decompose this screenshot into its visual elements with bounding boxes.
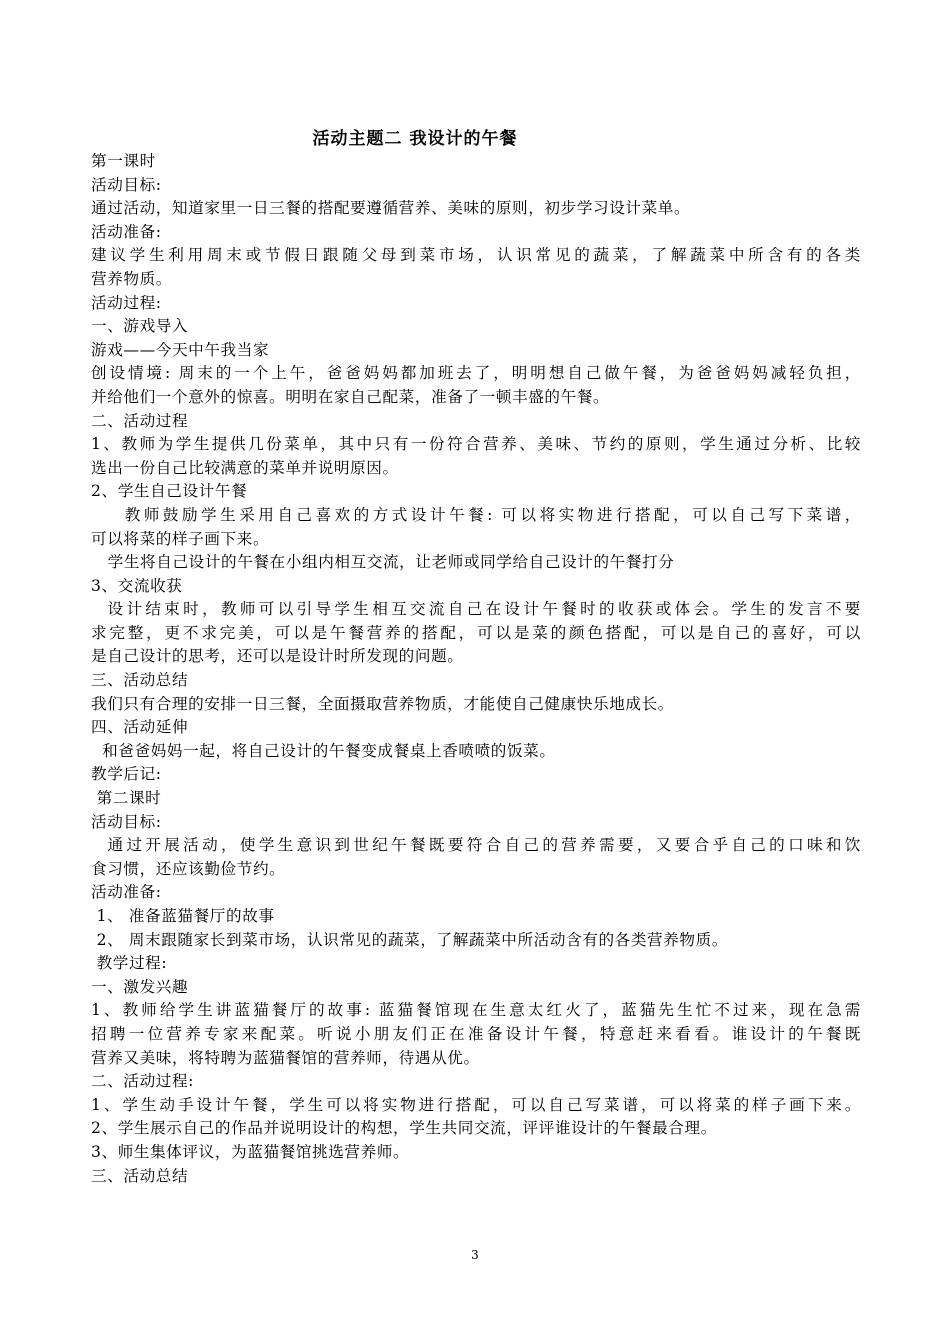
body-line: 建议学生利用周末或节假日跟随父母到菜市场，认识常见的蔬菜，了解蔬菜中所含有的各类 <box>91 246 861 265</box>
body-line: 可以将菜的样子画下来。 <box>91 529 270 548</box>
body-line: 四、活动延伸 <box>91 718 189 737</box>
body-line: 选出一份自己比较满意的菜单并说明原因。 <box>91 458 399 477</box>
body-line: 一、游戏导入 <box>91 317 189 336</box>
body-line: 3、交流收获 <box>91 576 183 595</box>
body-line: 三、活动总结 <box>91 1166 189 1185</box>
body-line: 1、教师给学生讲蓝猫餐厅的故事: 蓝猫餐馆现在生意太红火了，蓝猫先生忙不过来，现在急需 <box>91 1001 861 1020</box>
body-line: 1、 准备蓝猫餐厅的故事 <box>91 907 275 925</box>
body-line: 教学后记: <box>91 765 162 784</box>
body-line: 第二课时 <box>91 789 162 808</box>
body-line: 营养又美味，将特聘为蓝猫餐馆的营养师，待遇从优。 <box>91 1048 480 1067</box>
body-line: 设计结束时，教师可以引导学生相互交流自己在设计午餐时的收获或体会。学生的发言不要 <box>91 600 861 619</box>
body-line: 创设情境: 周末的一个上午，爸爸妈妈都加班去了，明明想自己做午餐，为爸爸妈妈减轻负担， <box>91 364 861 383</box>
body-line: 活动目标: <box>91 812 162 831</box>
body-line: 二、活动过程: <box>91 1072 195 1091</box>
body-line: 食习惯，还应该勤俭节约。 <box>91 859 286 878</box>
body-line: 教学过程: <box>91 954 168 973</box>
body-line: 1、教师为学生提供几份菜单，其中只有一份符合营养、美味、节约的原则，学生通过分析、比较 <box>91 435 861 454</box>
body-line: 通过活动，知道家里一日三餐的搭配要遵循营养、美味的原则，初步学习设计菜单。 <box>91 199 691 218</box>
body-line: 活动过程: <box>91 293 162 312</box>
page-number: 3 <box>471 1248 479 1262</box>
document-body <box>91 150 861 1188</box>
body-line: 三、活动总结 <box>91 671 189 690</box>
body-line: 是自己设计的思考，还可以是设计时所发现的问题。 <box>91 647 464 666</box>
body-line: 活动准备: <box>91 222 162 241</box>
body-line: 并给他们一个意外的惊喜。明明在家自己配菜，准备了一顿丰盛的午餐。 <box>91 387 610 406</box>
body-line: 第一课时 <box>91 152 156 170</box>
body-line: 游戏——今天中午我当家 <box>91 340 270 359</box>
body-line: 1、学生动手设计午餐，学生可以将实物进行搭配，可以自己写菜谱，可以将菜的样子画下来。 <box>91 1095 861 1114</box>
document-title: 活动主题二 我设计的午餐 <box>312 129 518 149</box>
body-line: 营养物质。 <box>91 269 172 288</box>
body-line: 通过开展活动，使学生意识到世纪午餐既要符合自己的营养需要，又要合乎自己的口味和饮 <box>91 836 861 855</box>
body-line: 2、学生展示自己的作品并说明设计的构想，学生共同交流，评评谁设计的午餐最合理。 <box>91 1119 717 1138</box>
body-line: 2、学生自己设计午餐 <box>91 482 248 501</box>
body-line: 一、激发兴趣 <box>91 977 189 996</box>
body-line: 学生将自己设计的午餐在小组内相互交流，让老师或同学给自己设计的午餐打分 <box>91 553 675 572</box>
body-line: 二、活动过程 <box>91 411 189 430</box>
body-line: 求完整，更不求完美，可以是午餐营养的搭配，可以是菜的颜色搭配，可以是自己的喜好，可以 <box>91 623 861 642</box>
body-line: 活动准备: <box>91 883 162 902</box>
body-line: 教师鼓励学生采用自己喜欢的方式设计午餐: 可以将实物进行搭配，可以自己写下菜谱， <box>91 505 861 524</box>
body-line: 2、 周末跟随家长到菜市场，认识常见的蔬菜，了解蔬菜中所活动含有的各类营养物质。 <box>91 930 729 949</box>
body-line: 3、师生集体评议，为蓝猫餐馆挑选营养师。 <box>91 1142 410 1161</box>
body-line: 和爸爸妈妈一起，将自己设计的午餐变成餐桌上香喷喷的饭菜。 <box>91 741 556 760</box>
body-line: 招聘一位营养专家来配菜。听说小朋友们正在准备设计午餐，特意赶来看看。谁设计的午餐既 <box>91 1024 861 1043</box>
body-line: 活动目标: <box>91 175 162 194</box>
body-line: 我们只有合理的安排一日三餐，全面摄取营养物质，才能使自己健康快乐地成长。 <box>91 694 674 713</box>
